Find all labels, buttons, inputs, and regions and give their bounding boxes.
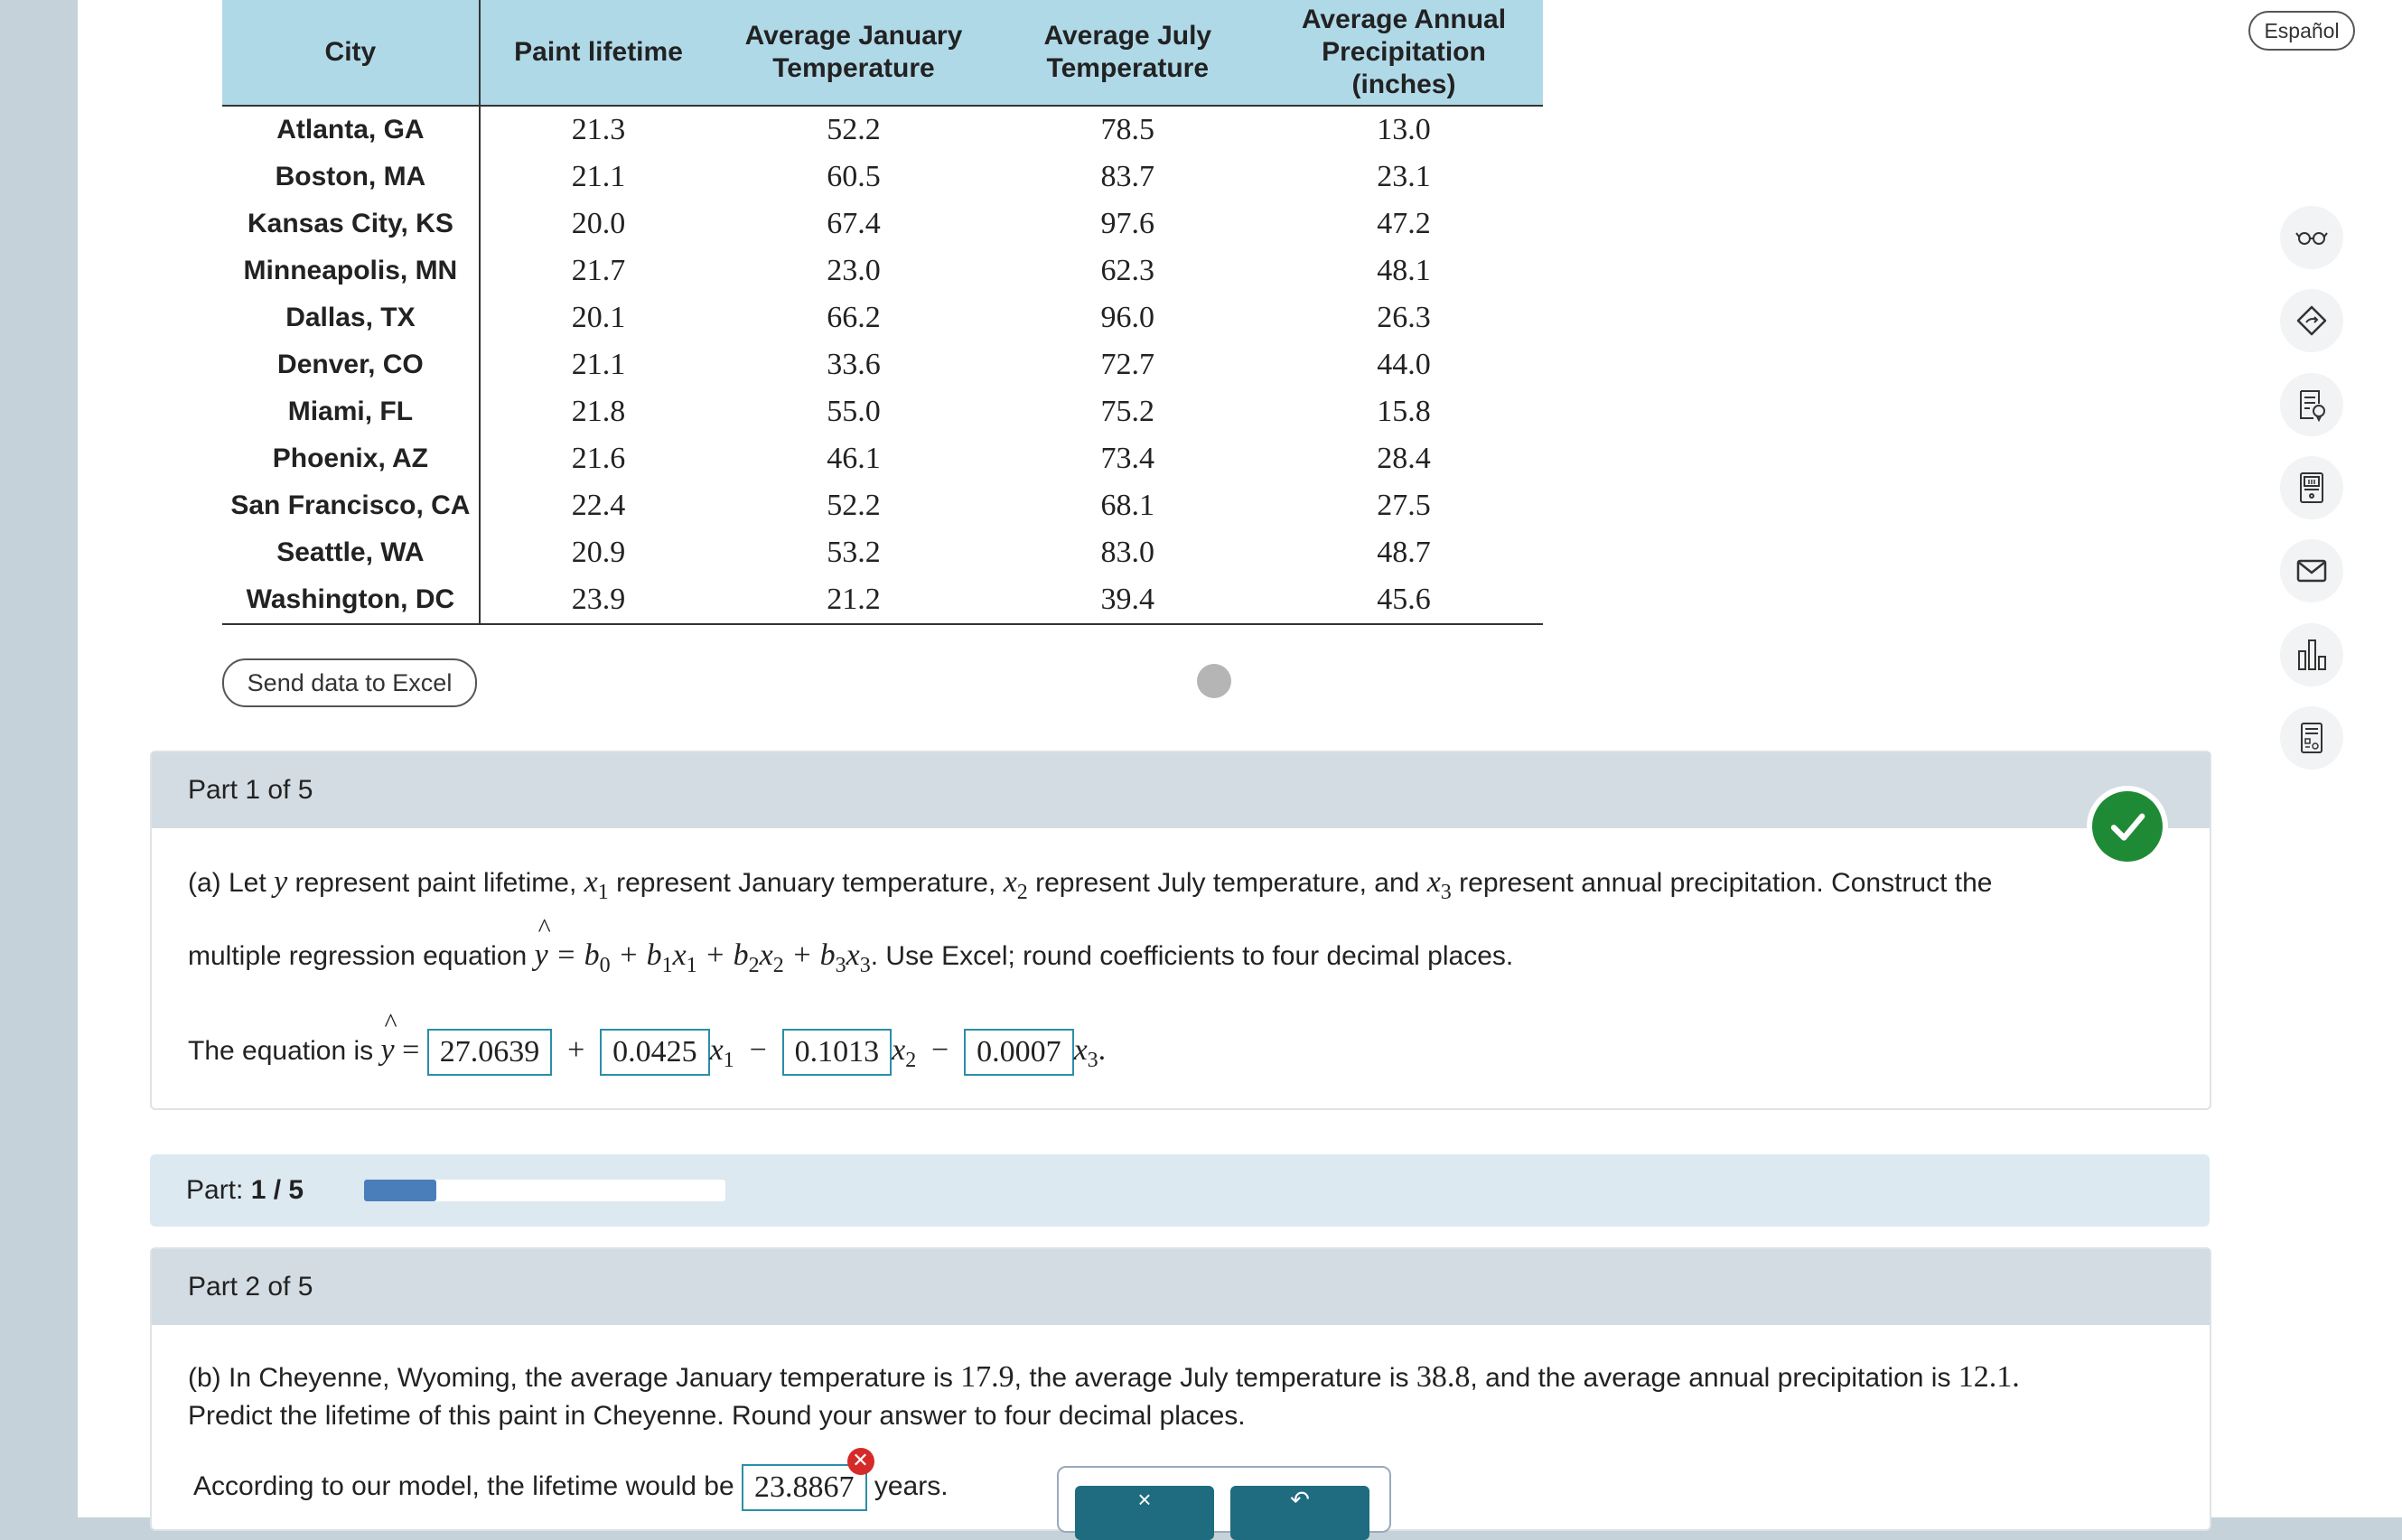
incorrect-x-icon: ✕ <box>847 1448 874 1475</box>
lifetime-input[interactable]: 23.8867 ✕ <box>742 1464 867 1511</box>
chart-icon[interactable] <box>2280 623 2343 686</box>
mail-icon[interactable] <box>2280 539 2343 602</box>
value-cell: 39.4 <box>991 576 1265 624</box>
table-row <box>222 388 1543 435</box>
part-progress <box>150 1154 2210 1227</box>
value-cell: 13.0 <box>1377 113 1431 146</box>
precip-value: 12.1 <box>1958 1360 2013 1394</box>
question-text: (a) Let <box>188 868 266 898</box>
value-cell: 23.9 <box>480 576 716 624</box>
value-cell: 21.1 <box>571 160 626 193</box>
part-2-question-line-1: (b) In Cheyenne, Wyoming, the average January temperature is 17.9, the average July temperature is 38.8, and the average annual precipitation is 12.1. <box>188 1360 2020 1394</box>
minus-sign: − <box>923 1032 957 1067</box>
city-cell: Washington, DC <box>222 576 480 624</box>
part-1-question-line-2 <box>188 936 2173 985</box>
table-row <box>222 154 1543 201</box>
value-cell: 23.0 <box>827 254 881 287</box>
value-cell: 23.1 <box>1377 160 1431 193</box>
part-1-question-line-1 <box>188 864 2173 910</box>
math-var-x1: $x_1$ <box>584 865 609 904</box>
question-text: represent annual precipitation. Construct the <box>1459 868 1993 898</box>
value-cell: 48.1 <box>1377 254 1431 287</box>
column-header: Average Annual Precipitation (inches) <box>1265 0 1543 106</box>
column-header: Paint lifetime <box>480 0 716 106</box>
city-cell: Kansas City, KS <box>222 201 480 247</box>
city-cell: Boston, MA <box>222 154 480 201</box>
value-cell: 22.4 <box>571 489 626 522</box>
drag-handle[interactable] <box>1197 664 1231 698</box>
value-cell: 21.1 <box>571 348 626 381</box>
table-row <box>222 435 1543 482</box>
value-cell: 96.0 <box>1100 301 1155 334</box>
question-text: represent paint lifetime, <box>294 868 577 898</box>
value-cell: 21.2 <box>716 576 990 624</box>
value-cell: 20.1 <box>571 301 626 334</box>
table-row <box>222 576 1543 624</box>
math-var-x3: $x_3$ <box>1426 865 1452 904</box>
value-cell: 21.7 <box>571 254 626 287</box>
city-cell: San Francisco, CA <box>222 482 480 529</box>
table-row <box>222 482 1543 529</box>
part-1-header: Part 1 of 5 <box>152 752 2210 828</box>
progress-track <box>364 1180 725 1201</box>
value-cell: 21.8 <box>571 395 626 428</box>
city-cell: Atlanta, GA <box>222 106 480 154</box>
value-cell: 53.2 <box>827 536 881 569</box>
part-2-header: Part 2 of 5 <box>152 1249 2210 1325</box>
value-cell: 83.7 <box>1100 160 1155 193</box>
value-cell: 28.4 <box>1377 442 1431 475</box>
value-cell: 83.0 <box>1100 536 1155 569</box>
y-hat: ^ y <box>380 1033 394 1067</box>
glasses-icon[interactable] <box>2280 206 2343 269</box>
equation-label: The equation is <box>188 1035 374 1066</box>
value-cell: 48.7 <box>1377 536 1431 569</box>
calculator-icon[interactable] <box>2280 456 2343 519</box>
table-row <box>222 294 1543 341</box>
value-cell: 78.5 <box>1100 113 1155 146</box>
answer-label: According to our model, the lifetime would be <box>193 1471 734 1501</box>
city-cell: Phoenix, AZ <box>222 435 480 482</box>
equation-answer-row: The equation is ^ y = 27.0639 + 0.0425 $x_1 - 0.1013$ $x_2 - 0.0007$ $x_3$. <box>188 1025 2173 1086</box>
question-text: multiple regression equation <box>188 940 528 971</box>
table-row <box>222 201 1543 247</box>
b3-input[interactable]: 0.0007 <box>964 1029 1074 1076</box>
value-cell: 97.6 <box>1100 207 1155 240</box>
minus-sign: − <box>742 1032 775 1067</box>
progress-fill <box>364 1180 436 1201</box>
value-cell: 52.2 <box>827 489 881 522</box>
value-cell: 52.2 <box>827 113 881 146</box>
table-row <box>222 247 1543 294</box>
value-cell: 72.7 <box>1100 348 1155 381</box>
formula-sheet-icon[interactable] <box>2280 706 2343 770</box>
b1-input[interactable]: 0.0425 <box>600 1029 710 1076</box>
equals-sign: = <box>394 1032 427 1067</box>
part-1-panel <box>150 751 2211 1110</box>
data-table <box>222 0 1543 625</box>
table-header-row <box>222 0 1543 106</box>
question-text: represent January temperature, <box>616 868 996 898</box>
column-header: Average January Temperature <box>716 0 990 106</box>
part-2-question-line-2: Predict the lifetime of this paint in Cheyenne. Round your answer to four decimal places. <box>188 1401 1246 1431</box>
value-cell: 55.0 <box>827 395 881 428</box>
value-cell: 66.2 <box>827 301 881 334</box>
progress-value: 1 / 5 <box>250 1175 304 1205</box>
part-1-body <box>152 864 2210 1085</box>
value-cell: 60.5 <box>827 160 881 193</box>
value-cell: 27.5 <box>1377 489 1431 522</box>
correct-check-icon <box>2087 786 2168 867</box>
value-cell: 68.1 <box>1100 489 1155 522</box>
value-cell: 26.3 <box>1377 301 1431 334</box>
math-var-x2: $x_2$ <box>892 1032 917 1072</box>
math-var-x2: $x_2$ <box>1003 865 1028 904</box>
value-cell: 20.0 <box>571 207 626 240</box>
answer-keypad <box>1057 1466 1391 1533</box>
value-cell: 21.6 <box>571 442 626 475</box>
value-cell: 33.6 <box>827 348 881 381</box>
send-to-excel-button[interactable]: Send data to Excel <box>222 658 477 707</box>
value-cell: 67.4 <box>827 207 881 240</box>
plus-sign: + <box>559 1032 593 1067</box>
column-header: Average July Temperature <box>991 0 1265 106</box>
notes-icon[interactable] <box>2280 373 2343 436</box>
math-var-y: y <box>274 865 288 899</box>
regression-equation: ^ $y = b_0 + b_1x_1 + b_2x_2 + b_3x_3$ <box>535 938 871 972</box>
column-header: City <box>222 0 480 106</box>
value-cell: 47.2 <box>1377 207 1431 240</box>
value-cell: 45.6 <box>1265 576 1543 624</box>
value-cell: 44.0 <box>1377 348 1431 381</box>
math-var-x1: $x_1$ <box>709 1032 734 1072</box>
question-text: . Use Excel; round coefficients to four decimal places. <box>870 940 1514 971</box>
undo-button[interactable]: ↶ <box>1230 1486 1369 1540</box>
progress-label: Part: 1 / 5 <box>186 1175 304 1205</box>
table-row <box>222 529 1543 576</box>
value-cell: 75.2 <box>1100 395 1155 428</box>
jan-temp-value: 17.9 <box>960 1360 1014 1394</box>
b2-input[interactable]: 0.1013 <box>782 1029 893 1076</box>
jul-temp-value: 38.8 <box>1416 1360 1471 1394</box>
answer-suffix: years. <box>874 1471 949 1501</box>
question-text: represent July temperature, and <box>1035 868 1420 898</box>
value-cell: 15.8 <box>1377 395 1431 428</box>
language-button[interactable]: Español <box>2248 11 2355 51</box>
table-row <box>222 341 1543 388</box>
city-cell: Seattle, WA <box>222 529 480 576</box>
value-cell: 21.3 <box>571 113 626 146</box>
city-cell: Denver, CO <box>222 341 480 388</box>
city-cell: Dallas, TX <box>222 294 480 341</box>
value-cell: 73.4 <box>1100 442 1155 475</box>
clear-button[interactable]: × <box>1075 1486 1214 1540</box>
math-var-x3: $x_3$ <box>1073 1032 1098 1072</box>
value-cell: 46.1 <box>827 442 881 475</box>
tag-icon[interactable] <box>2280 289 2343 352</box>
city-cell: Miami, FL <box>222 388 480 435</box>
table-row <box>222 106 1543 154</box>
value-cell: 62.3 <box>1100 254 1155 287</box>
city-cell: Minneapolis, MN <box>222 247 480 294</box>
left-gutter <box>0 0 78 1525</box>
b0-input[interactable]: 27.0639 <box>427 1029 553 1076</box>
value-cell: 20.9 <box>571 536 626 569</box>
